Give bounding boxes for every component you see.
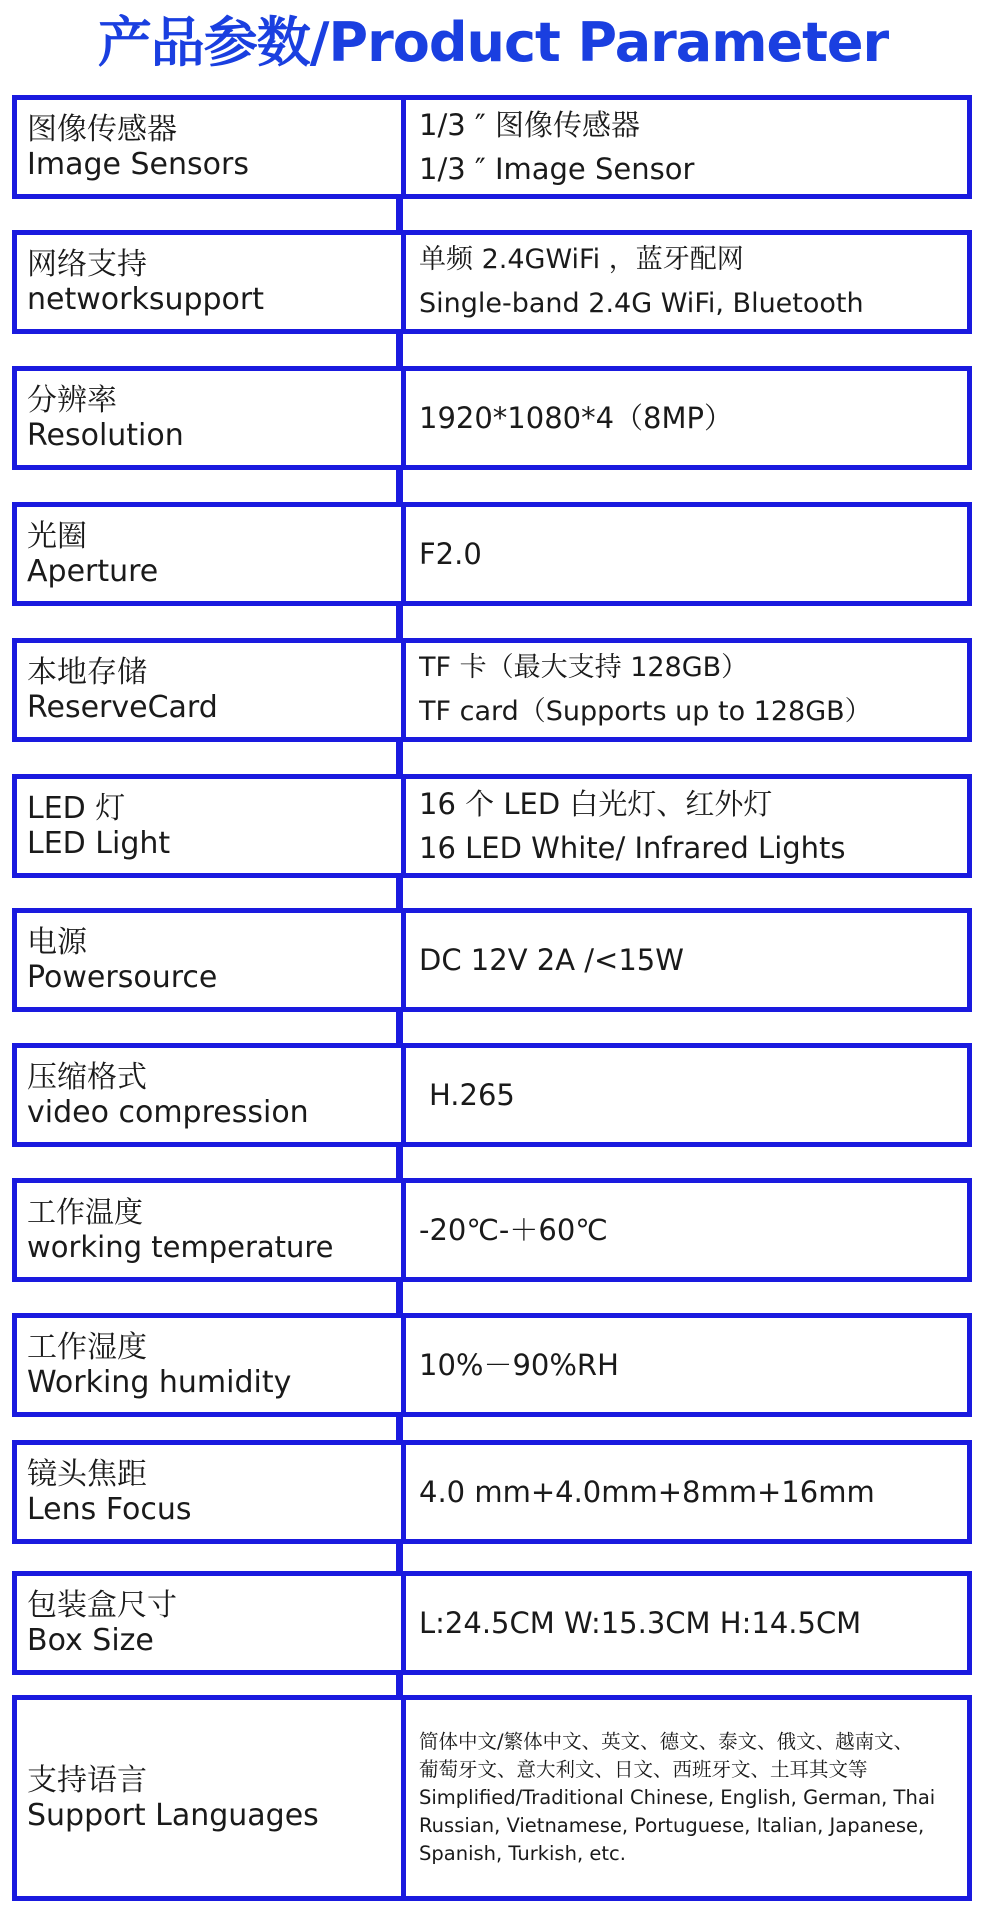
param-label-en: Support Languages [27, 1798, 319, 1833]
param-label-cn: 镜头焦距 [27, 1457, 147, 1492]
param-row-network [12, 230, 972, 334]
param-label-en: LED Light [27, 826, 171, 861]
param-label [27, 1576, 397, 1670]
param-value [419, 913, 969, 1007]
param-value-line: 葡萄牙文、意大利文、日文、西班牙文、土耳其文等 [419, 1758, 868, 1781]
param-value-line: Russian, Vietnamese, Portuguese, Italian, Japanese, [419, 1814, 925, 1837]
row-divider [401, 371, 406, 465]
param-value [419, 1445, 969, 1539]
param-label [27, 507, 397, 601]
param-value-line: 简体中文/繁体中文、英文、德文、泰文、俄文、越南文、 [419, 1730, 914, 1753]
row-divider [401, 643, 406, 737]
param-row-temperature [12, 1178, 972, 1282]
param-value-line: 1920*1080*4（8MP） [419, 401, 734, 435]
param-value-line: Single-band 2.4G WiFi, Bluetooth [419, 288, 864, 319]
param-value [419, 643, 969, 737]
param-row-resolution [12, 366, 972, 470]
param-value-line: -20℃-＋60℃ [419, 1213, 608, 1247]
page-title: 产品参数/Product Parameter [97, 11, 889, 74]
param-value [419, 1700, 969, 1896]
row-divider [401, 1445, 406, 1539]
param-row-power [12, 908, 972, 1012]
param-label [27, 1700, 397, 1896]
param-label-cn: 图像传感器 [27, 112, 177, 147]
row-divider [401, 913, 406, 1007]
param-label-en: working temperature [27, 1230, 334, 1264]
row-divider [401, 1183, 406, 1277]
row-divider [401, 779, 406, 873]
param-label-cn: 压缩格式 [27, 1060, 147, 1095]
param-value-line: 单频 2.4GWiFi ，蓝牙配网 [419, 244, 744, 275]
param-label [27, 1445, 397, 1539]
row-divider [401, 1700, 406, 1896]
param-label-cn: 光圈 [27, 519, 87, 554]
param-label-en: Lens Focus [27, 1492, 192, 1527]
param-row-image-sensor [12, 95, 972, 199]
param-value-line: 10%－90%RH [419, 1348, 619, 1382]
param-value [419, 1318, 969, 1412]
param-label [27, 235, 397, 329]
param-label-en: Resolution [27, 418, 184, 453]
param-row-aperture [12, 502, 972, 606]
param-label-en: Powersource [27, 960, 218, 995]
row-divider [401, 235, 406, 329]
param-value-line: TF card（Supports up to 128GB） [419, 696, 872, 727]
param-label-en: Box Size [27, 1623, 154, 1658]
param-value [419, 507, 969, 601]
param-row-compression [12, 1043, 972, 1147]
row-divider [401, 1048, 406, 1142]
param-label [27, 1048, 397, 1142]
param-value [419, 235, 969, 329]
row-divider [401, 507, 406, 601]
param-value-line: L:24.5CM W:15.3CM H:14.5CM [419, 1606, 862, 1640]
param-label [27, 779, 397, 873]
param-label [27, 100, 397, 194]
param-label [27, 1318, 397, 1412]
param-label [27, 1183, 397, 1277]
param-value [429, 1048, 979, 1142]
param-label-cn: 分辨率 [27, 383, 117, 418]
param-label-cn: 支持语言 [27, 1763, 147, 1798]
param-value [419, 1183, 969, 1277]
param-row-languages [12, 1695, 972, 1901]
param-row-led [12, 774, 972, 878]
param-value-line: 4.0 mm+4.0mm+8mm+16mm [419, 1475, 875, 1509]
param-value-line: TF 卡（最大支持 128GB） [419, 652, 749, 683]
param-value-line: 16 个 LED 白光灯、红外灯 [419, 787, 773, 821]
param-label-en: networksupport [27, 282, 265, 317]
param-value [419, 779, 969, 873]
param-row-storage [12, 638, 972, 742]
param-value-line: Simplified/Traditional Chinese, English, German, Thai [419, 1786, 936, 1809]
param-value-line: F2.0 [419, 537, 482, 571]
param-label-cn: 工作温度 [27, 1195, 144, 1229]
param-value [419, 371, 969, 465]
param-value-line: H.265 [429, 1078, 515, 1112]
param-label [27, 643, 397, 737]
param-value [419, 1576, 969, 1670]
param-label-cn: 网络支持 [27, 247, 147, 282]
param-label-cn: LED 灯 [27, 791, 126, 826]
param-label-cn: 电源 [27, 925, 87, 960]
param-label-cn: 工作湿度 [27, 1330, 147, 1365]
param-value [419, 100, 969, 194]
param-value-line: 1/3 ″ 图像传感器 [419, 108, 640, 142]
param-value-line: Spanish, Turkish, etc. [419, 1842, 626, 1865]
param-label [27, 913, 397, 1007]
param-label-en: Working humidity [27, 1365, 292, 1400]
row-divider [401, 1576, 406, 1670]
row-divider [401, 1318, 406, 1412]
param-label [27, 371, 397, 465]
param-value-line: DC 12V 2A /<15W [419, 943, 684, 977]
param-label-en: ReserveCard [27, 690, 218, 725]
param-label-cn: 包装盒尺寸 [27, 1588, 177, 1623]
param-label-en: Image Sensors [27, 147, 249, 182]
row-divider [401, 100, 406, 194]
param-value-line: 1/3 ″ Image Sensor [419, 152, 695, 186]
param-label-en: video compression [27, 1095, 309, 1130]
param-label-en: Aperture [27, 554, 159, 589]
param-row-lens-focus [12, 1440, 972, 1544]
param-label-cn: 本地存储 [27, 655, 147, 690]
param-row-box-size [12, 1571, 972, 1675]
param-value-line: 16 LED White/ Infrared Lights [419, 831, 846, 865]
param-row-humidity [12, 1313, 972, 1417]
